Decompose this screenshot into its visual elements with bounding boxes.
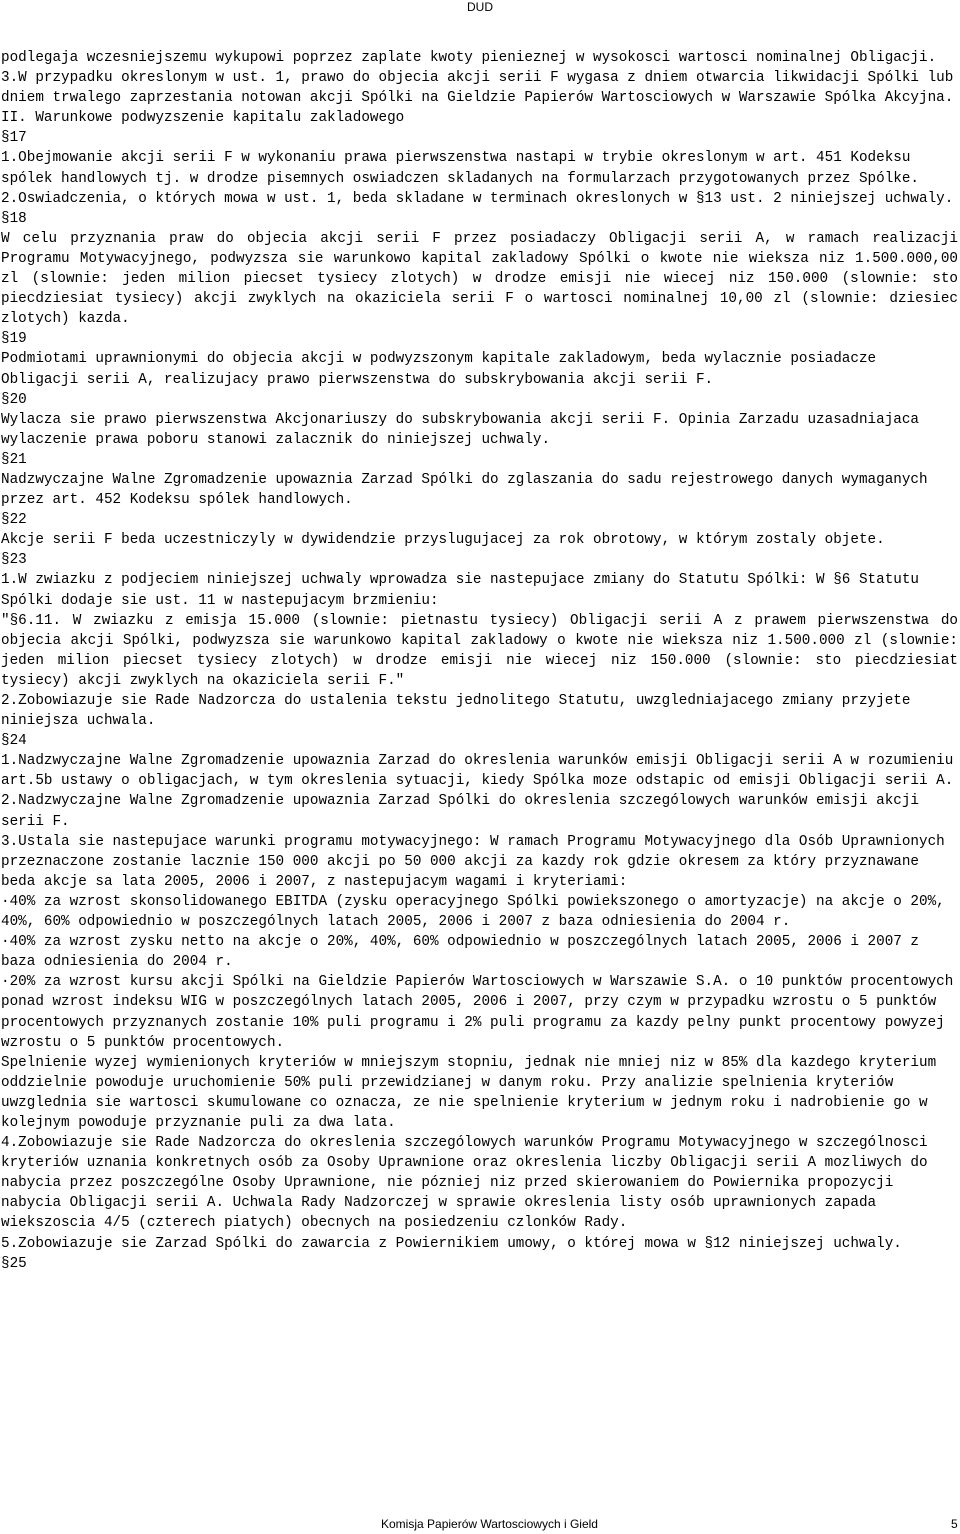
paragraph: "§6.11. W zwiazku z emisja 15.000 (slownie: pietnastu tysiecy) Obligacji serii A z prawem pierwszenstwa do objecia akcji Spólki, podwyzsza sie warunkowo kapital zakladowy o kwote nie wieksza niz 1.500.000 zl (slownie: jeden milion piecset tysiecy zlotych) w drodze emisji nie wiecej niz 150.000 (slownie: sto piecdziesiat tysiecy) akcji zwyklych na okaziciela serii F." xyxy=(1,612,958,689)
section-number: §25 xyxy=(1,1255,27,1272)
paragraph: Wylacza sie prawo pierwszenstwa Akcjonariuszy do subskrybowania akcji serii F. Opinia Zarzadu uzasadniajaca wylaczenie prawa poboru stanowi zalacznik do niniejszej uchwaly. xyxy=(1,411,920,448)
section-number: §24 xyxy=(1,733,27,750)
list-item: ·40% za wzrost skonsolidowanego EBITDA (zysku operacyjnego Spólki powiekszonego o amortyzacje) na akcje o 20%, 40%, 60% odpowiednio w poszczególnych latach 2005, 2006 i 2007 z baza odniesienia do 2004 r. xyxy=(1,893,945,931)
paragraph: 1.W zwiazku z podjeciem niniejszej uchwaly wprowadza sie nastepujace zmiany do Statutu Spólki: W §6 Statutu Spólki dodaje sie ust. 11 w nastepujacym brzmieniu: xyxy=(1,572,920,609)
section-number: §20 xyxy=(1,391,27,408)
page-number: 5 xyxy=(951,1517,958,1531)
paragraph: Nadzwyczajne Walne Zgromadzenie upowaznia Zarzad Spólki do zglaszania do sadu rejestrowego danych wymaganych przez art. 452 Kodeksu spólek handlowych. xyxy=(1,471,928,509)
paragraph: W celu przyznania praw do objecia akcji serii F przez posiadaczy Obligacji serii A, w ramach realizacji Programu Motywacyjnego, podwyzsza sie warunkowo kapital zakladowy Spólki o kwote nie wieksza niz 1.500.000,00 zl (slownie: jeden milion piecset tysiecy zlotych) w drodze emisji nie wiecej niz 150.000 (slownie: sto piecdziesiat tysiecy) akcji zwyklych na okaziciela serii F o wartosci nominalnej 10,00 zl (slownie: dziesiec zlotych) kazda. xyxy=(1,230,958,328)
paragraph: 1.Nadzwyczajne Walne Zgromadzenie upowaznia Zarzad do okreslenia warunków emisji Obligacji serii A w rozumieniu art.5b ustawy o obligacjach, w tym okreslenia sytuacji, kiedy Spólka moze odstapic od emisji Obligacji serii A. xyxy=(1,753,954,790)
paragraph: 1.Obejmowanie akcji serii F w wykonaniu prawa pierwszenstwa nastapi w trybie okreslonym w art. 451 Kodeksu spólek handlowych tj. w drodze pisemnych oswiadczen skladanych na formularzach przygotowanych przez Spólke. xyxy=(1,150,920,187)
paragraph: 5.Zobowiazuje sie Zarzad Spólki do zawarcia z Powiernikiem umowy, o której mowa w §12 niniejszej uchwaly. xyxy=(1,1235,902,1252)
paragraph: 4.Zobowiazuje sie Rade Nadzorcza do okreslenia szczególowych warunków Programu Motywacyjnego w szczególnosci kryteriów uznania konkretnych osób za Osoby Uprawnione oraz okreslenia liczby Obligacji serii A mozliwych do nabycia przez poszczególne Osoby Uprawnione, nie pózniej niz przed skierowaniem do Powiernika propozycji nabycia Obligacji serii A. Uchwala Rady Nadzorczej w sprawie okreslenia listy osób uprawnionych zapada wiekszoscia 4/5 (czterech piatych) obecnych na posiedzeniu czlonków Rady. xyxy=(1,1135,928,1232)
list-item: ·20% za wzrost kursu akcji Spólki na Gieldzie Papierów Wartosciowych w Warszawie S.A. o 10 punktów procentowych ponad wzrost indeksu WIG w poszczególnych latach 2005, 2006 i 2007, przy czym w przypadku wzrostu o 5 punktów procentowych przyznanych zostanie 10% puli programu i 2% puli programu za kazdy pelny punkt procentowy powyzej wzrostu o 5 punktów procentowych. xyxy=(1,974,954,1051)
paragraph: 2.Nadzwyczajne Walne Zgromadzenie upowaznia Zarzad Spólki do okreslenia szczególowych warunków emisji akcji serii F. xyxy=(1,793,920,830)
section-number: §21 xyxy=(1,451,27,468)
section-number: §17 xyxy=(1,130,27,147)
paragraph: 3.Ustala sie nastepujace warunki programu motywacyjnego: W ramach Programu Motywacyjnego dla Osób Uprawnionych przeznaczone zostanie lacznie 150 000 akcji po 50 000 akcji za kazdy rok gdzie okresem za który przyznawane beda akcje sa lata 2005, 2006 i 2007, z nastepujacym wagami i kryteriami: xyxy=(1,833,945,890)
document-header-tag: DUD xyxy=(467,0,493,14)
section-number: §18 xyxy=(1,210,27,227)
paragraph: Spelnienie wyzej wymienionych kryteriów w mniejszym stopniu, jednak nie mniej niz w 85% dla kazdego kryterium oddzielnie powoduje uruchomienie 50% puli przewidzianej w danym roku. Przy analizie spelnienia kryteriów uwzglednia sie wartosci skumulowane co oznacza, ze nie spelnienie kryterium w jednym roku i nadrobienie go w kolejnym powoduje przyznanie puli za dwa lata. xyxy=(1,1054,937,1131)
section-heading: II. Warunkowe podwyzszenie kapitalu zakladowego xyxy=(1,110,405,127)
footer-title: Komisja Papierów Wartosciowych i Gield xyxy=(381,1517,598,1531)
paragraph: podlegaja wczesniejszemu wykupowi poprzez zaplate kwoty pienieznej w wysokosci wartosci nominalnej Obligacji. xyxy=(1,50,937,66)
section-number: §22 xyxy=(1,512,27,529)
paragraph: Podmiotami uprawnionymi do objecia akcji w podwyzszonym kapitale zakladowym, beda wylacznie posiadacze Obligacji serii A, realizujacy prawo pierwszenstwa do subskrybowania akcji serii F. xyxy=(1,351,877,388)
paragraph: 3.W przypadku okreslonym w ust. 1, prawo do objecia akcji serii F wygasa z dniem otwarcia likwidacji Spólki lub dniem trwalego zaprzestania notowan akcji Spólki na Gieldzie Papierów Wartosciowych w Warszawie Spólka Akcyjna. xyxy=(1,70,954,107)
section-number: §19 xyxy=(1,331,27,348)
page-footer xyxy=(0,1517,960,1533)
paragraph: Akcje serii F beda uczestniczyly w dywidendzie przyslugujacej za rok obrotowy, w którym zostaly objete. xyxy=(1,532,885,549)
document-body xyxy=(1,48,958,1274)
paragraph: 2.Oswiadczenia, o których mowa w ust. 1, beda skladane w terminach okreslonych w §13 ust. 2 niniejszej uchwaly. xyxy=(1,190,954,207)
paragraph: 2.Zobowiazuje sie Rade Nadzorcza do ustalenia tekstu jednolitego Statutu, uwzgledniajacego zmiany przyjete niniejsza uchwala. xyxy=(1,693,911,730)
section-number: §23 xyxy=(1,552,27,569)
list-item: ·40% za wzrost zysku netto na akcje o 20%, 40%, 60% odpowiednio w poszczególnych latach 2005, 2006 i 2007 z baza odniesienia do 2004 r. xyxy=(1,934,920,971)
